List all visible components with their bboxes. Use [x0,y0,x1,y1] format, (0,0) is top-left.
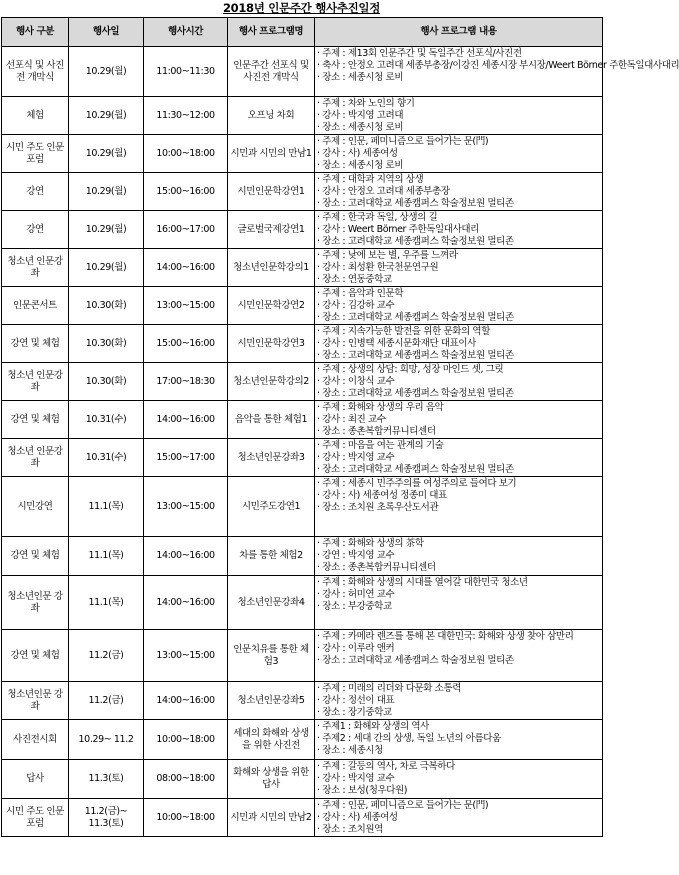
detail-line: · 강사 : 허미연 교수 [317,589,395,600]
program-name-cell: 인문치유를 통한 체험3 [228,630,315,682]
table-row [2,211,603,249]
schedule-table [1,17,679,837]
table-row [2,760,603,799]
detail-line: · 강사 : 최성환 한국천문연구원 [317,262,439,273]
detail-line: · 장소 : 세종시청 로비 [317,122,404,133]
event-date-cell: 11.3(토) [69,760,144,799]
detail-line: · 강사 : 이루라 앤커 [317,643,395,654]
program-details-cell [315,135,603,173]
program-details-cell [315,47,679,97]
header-details: 행사 프로그램 내용 [315,18,603,47]
detail-line: · 주제 : 화해와 상생의 茶학 [317,538,424,549]
detail-line: · 장소 : 세종시청 로비 [317,160,404,171]
event-time-cell: 10:00~18:00 [144,720,228,760]
detail-line: · 강사 : 인병택 세종시문화재단 대표이사 [317,338,476,349]
program-name-cell: 청소년인문학강의2 [228,363,315,401]
program-name-cell: 차를 통한 체험2 [228,537,315,576]
event-type-cell: 청소년 인문강좌 [2,363,69,401]
detail-line: · 장소 : 종촌복합커뮤니티센터 [317,562,436,573]
detail-line: · 강사 : 이창식 교수 [317,376,395,387]
detail-line: · 주제 : 화해와 상생의 우리 음악 [317,402,444,413]
event-time-cell: 15:00~16:00 [144,325,228,363]
event-date-cell: 10.29(월) [69,249,144,287]
table-row [2,135,603,173]
table-row [2,799,603,837]
detail-line: · 강사 : 박지영 고려대 [317,110,404,121]
table-row [2,439,603,477]
event-date-cell: 10.30(화) [69,287,144,325]
table-row [2,537,603,576]
program-name-cell: 오프닝 차회 [228,97,315,135]
event-type-cell: 선포식 및 사진전 개막식 [2,47,69,97]
event-type-cell: 강연 및 체험 [2,630,69,682]
event-time-cell: 14:00~16:00 [144,576,228,630]
event-date-cell: 10.31(수) [69,439,144,477]
detail-line: · 강사 : Weert Börner 주한독일대사대리 [317,224,479,235]
event-time-cell: 10:00~18:00 [144,799,228,837]
detail-line: · 주제 : 세종시 민주주의를 여성주의로 들여다 보기 [317,478,517,489]
detail-line: · 장소 : 부강중학교 [317,601,392,612]
program-details-cell [315,439,603,477]
header-row [2,18,603,47]
program-details-cell [315,477,603,537]
event-type-cell: 강연 및 체험 [2,325,69,363]
detail-line: · 강사 : 김강하 교수 [317,300,395,311]
detail-line: · 주제 : 대학과 지역의 상생 [317,174,424,185]
event-time-cell: 15:00~17:00 [144,439,228,477]
header-date: 행사일 [69,18,144,47]
detail-line: · 장소 : 조치원역 [317,824,383,835]
event-type-cell: 인문콘서트 [2,287,69,325]
program-details-cell [315,760,603,799]
detail-line: · 주제2 : 세대 간의 상생, 독일 노년의 아름다움 [317,733,501,744]
table-row [2,682,603,720]
event-type-cell: 강연 및 체험 [2,401,69,439]
table-row [2,97,603,135]
detail-line: · 강사 : 안정오 고려대 세종부총장 [317,186,450,197]
event-date-cell: 11.2(금) [69,682,144,720]
table-row [2,477,603,537]
detail-line: · 주제 : 카메라 렌즈를 통해 본 대한민국: 화해와 상생 찾아 삼만리 [317,631,574,642]
event-time-cell: 14:00~16:00 [144,682,228,720]
detail-line: · 주제 : 음악과 인문학 [317,288,404,299]
program-name-cell: 시민인문학강연2 [228,287,315,325]
detail-line: · 장소 : 고려대학교 세종캠퍼스 학술정보원 멀티존 [317,388,514,399]
event-type-cell: 청소년 인문강좌 [2,249,69,287]
detail-line: · 장소 : 고려대학교 세종캠퍼스 학술정보원 멀티존 [317,312,514,323]
header-type: 행사 구분 [2,18,69,47]
detail-line: · 주제 : 갈등의 역사, 차로 극복하다 [317,761,455,772]
detail-line: · 강사 : 정선이 대표 [317,695,395,706]
event-date-cell: 10.29(월) [69,173,144,211]
event-time-cell: 14:00~16:00 [144,401,228,439]
detail-line: · 강연 : 박지영 교수 [317,550,395,561]
program-details-cell [315,211,603,249]
event-date-cell: 10.29(월) [69,97,144,135]
detail-line: · 장소 : 고려대학교 세종캠퍼스 학술정보원 멀티존 [317,350,514,361]
event-type-cell: 체험 [2,97,69,135]
event-time-cell: 17:00~18:30 [144,363,228,401]
detail-line: · 강사 : 사) 세종여성 정종미 대표 [317,490,447,501]
event-time-cell: 11:00~11:30 [144,47,228,97]
detail-line: · 장소 : 조치원 초록우산도서관 [317,502,439,513]
program-details-cell [315,576,603,630]
event-date-cell: 10.30(화) [69,325,144,363]
detail-line: · 주제 : 상생의 상담: 희망, 성장 마인드 셋, 그릿 [317,364,504,375]
event-date-cell: 10.29(월) [69,211,144,249]
detail-line: · 주제 : 인문, 페미니즘으로 들어가는 문(門) [317,136,489,147]
program-details-cell [315,363,603,401]
event-time-cell: 16:00~17:00 [144,211,228,249]
program-details-cell [315,720,603,760]
event-date-cell: 10.29~ 11.2 [69,720,144,760]
event-date-cell: 11.2(금) [69,630,144,682]
event-type-cell: 시민강연 [2,477,69,537]
program-name-cell: 인문주간 선포식 및 사진전 개막식 [228,47,315,97]
detail-line: · 장소 : 고려대학교 세종캠퍼스 학술정보원 멀티존 [317,236,514,247]
detail-line: · 강사 : 사) 세종여성 [317,812,398,823]
detail-line: · 장소 : 장기중학교 [317,707,392,718]
detail-line: · 축사 : 안정오 고려대 세종부총장/이강진 세종시장 부시장/Weert Börner 주한독일대사대리 [317,60,679,71]
event-date-cell: 11.1(목) [69,537,144,576]
event-time-cell: 14:00~16:00 [144,537,228,576]
program-details-cell [315,537,603,576]
program-details-cell [315,799,603,837]
table-row [2,630,603,682]
detail-line: · 장소 : 고려대학교 세종캠퍼스 학술정보원 멀티존 [317,198,514,209]
detail-line: · 장소 : 연동중학교 [317,274,392,285]
event-type-cell: 청소년인문 강좌 [2,576,69,630]
event-date-cell: 11.2(금)~ 11.3(토) [69,799,144,837]
table-row [2,287,603,325]
detail-line: · 주제 : 한국과 독일, 상생의 길 [317,212,438,223]
event-type-cell: 강연 [2,173,69,211]
event-type-cell: 시민 주도 인문 포럼 [2,135,69,173]
detail-line: · 주제1 : 화해와 상생의 역사 [317,721,429,732]
detail-line: · 장소 : 종촌복합커뮤니티센터 [317,426,436,437]
detail-line: · 주제 : 지속가능한 발전을 위한 문화의 역할 [317,326,490,337]
table-row [2,249,603,287]
program-name-cell: 청소년인문강좌3 [228,439,315,477]
event-time-cell: 13:00~15:00 [144,630,228,682]
detail-line: · 강사 : 박지영 교수 [317,773,395,784]
table-row [2,325,603,363]
event-type-cell: 사진전시회 [2,720,69,760]
event-time-cell: 14:00~16:00 [144,249,228,287]
event-type-cell: 청소년 인문강좌 [2,439,69,477]
event-time-cell: 11:30~12:00 [144,97,228,135]
program-name-cell: 글로벌국제강연1 [228,211,315,249]
table-row [2,173,603,211]
program-name-cell: 세대의 화해와 상생을 위한 사진전 [228,720,315,760]
detail-line: · 장소 : 세종시청 [317,745,383,756]
detail-line: · 장소 : 고려대학교 세종캠퍼스 학술정보원 멀티존 [317,464,514,475]
detail-line: · 강사 : 사) 세종여성 [317,148,398,159]
page-title: 2018년 인문주간 행사추진일정 [222,1,381,15]
program-name-cell: 음악을 통한 체험1 [228,401,315,439]
program-details-cell [315,401,603,439]
detail-line: · 주제 : 낮에 보는 별, 우주를 느껴라 [317,250,458,261]
detail-line: · 장소 : 보성(청우다원) [317,785,408,796]
program-details-cell [315,249,603,287]
program-details-cell [315,287,603,325]
program-details-cell [315,173,603,211]
detail-line: · 장소 : 세종시청 로비 [317,72,404,83]
detail-line: · 주제 : 미래의 리더와 다문화 소통력 [317,683,462,694]
event-type-cell: 답사 [2,760,69,799]
program-name-cell: 시민과 시민의 만남1 [228,135,315,173]
event-time-cell: 08:00~18:00 [144,760,228,799]
event-date-cell: 11.1(목) [69,477,144,537]
table-row [2,401,603,439]
event-date-cell: 10.29(월) [69,47,144,97]
table-row [2,47,603,97]
event-type-cell: 강연 [2,211,69,249]
header-time: 행사시간 [144,18,228,47]
event-time-cell: 10:00~18:00 [144,135,228,173]
event-type-cell: 시민 주도 인문 포럼 [2,799,69,837]
program-name-cell: 시민과 시민의 만남2 [228,799,315,837]
program-details-cell [315,682,603,720]
detail-line: · 주제 : 인문, 페미니즘으로 들어가는 문(門) [317,800,489,811]
detail-line: · 장소 : 고려대학교 세종캠퍼스 학술정보원 멀티존 [317,655,514,666]
detail-line: · 주제 : 화해와 상생의 시대를 열어갈 대한민국 청소년 [317,577,528,588]
program-name-cell: 화해와 상생을 위한 답사 [228,760,315,799]
detail-line: · 강사 : 최진 교수 [317,414,386,425]
program-name-cell: 시민인문학강연3 [228,325,315,363]
program-name-cell: 청소년인문강좌4 [228,576,315,630]
event-date-cell: 11.1(목) [69,576,144,630]
event-time-cell: 13:00~15:00 [144,477,228,537]
detail-line: · 강사 : 박지영 교수 [317,452,395,463]
program-name-cell: 청소년인문학강의1 [228,249,315,287]
program-name-cell: 시민주도강연1 [228,477,315,537]
program-details-cell [315,97,603,135]
table-row [2,576,603,630]
detail-line: · 주제 : 마음을 여는 관계의 기술 [317,440,444,451]
event-date-cell: 10.29(월) [69,135,144,173]
event-type-cell: 강연 및 체험 [2,537,69,576]
header-program: 행사 프로그램명 [228,18,315,47]
detail-line: · 주제 : 제13회 인문주간 및 독일주간 선포식/사진전 [317,48,522,59]
event-time-cell: 13:00~15:00 [144,287,228,325]
event-date-cell: 10.30(화) [69,363,144,401]
detail-line: · 주제 : 차와 노인의 향기 [317,98,415,109]
schedule-body [2,47,679,837]
event-date-cell: 10.31(수) [69,401,144,439]
table-row [2,363,603,401]
program-details-cell [315,630,603,682]
program-name-cell: 청소년인문강좌5 [228,682,315,720]
event-type-cell: 청소년인문 강좌 [2,682,69,720]
event-time-cell: 15:00~16:00 [144,173,228,211]
program-details-cell [315,325,603,363]
table-row [2,720,603,760]
program-name-cell: 시민인문학강연1 [228,173,315,211]
